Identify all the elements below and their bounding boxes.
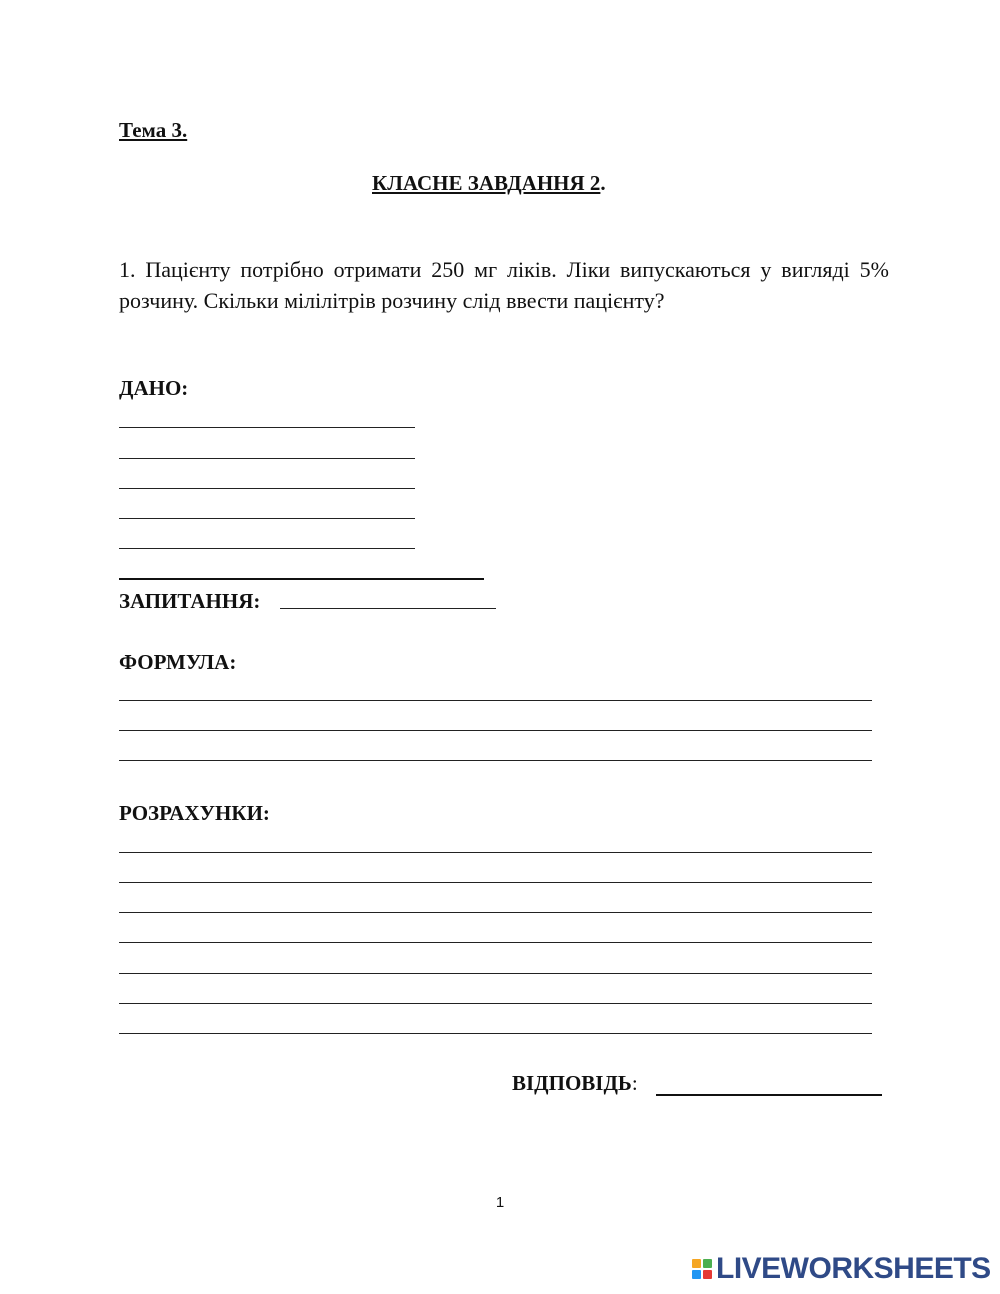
title-text: КЛАСНЕ ЗАВДАННЯ 2 — [372, 171, 601, 195]
calculations-blank-1[interactable] — [119, 852, 872, 853]
page-number: 1 — [495, 1194, 505, 1211]
brand-icon — [692, 1259, 712, 1279]
calculations-label: РОЗРАХУНКИ: — [119, 801, 270, 825]
given-blank-5[interactable] — [119, 548, 415, 549]
calculations-blank-5[interactable] — [119, 973, 872, 974]
formula-blank-2[interactable] — [119, 730, 872, 731]
answer-label — [512, 1071, 638, 1096]
brand-text: LIVEWORKSHEETS — [716, 1252, 991, 1285]
answer-colon: : — [631, 1071, 638, 1095]
given-blank-3[interactable] — [119, 488, 415, 489]
answer-label-text: ВІДПОВІДЬ — [512, 1071, 632, 1095]
calculations-blank-2[interactable] — [119, 882, 872, 883]
page-title — [372, 171, 606, 196]
calculations-blank-6[interactable] — [119, 1003, 872, 1004]
calculations-blank-4[interactable] — [119, 942, 872, 943]
given-separator — [119, 578, 484, 580]
formula-blank-3[interactable] — [119, 760, 872, 761]
given-blank-2[interactable] — [119, 458, 415, 459]
given-blank-1[interactable] — [119, 427, 415, 428]
liveworksheets-logo — [692, 1252, 991, 1286]
answer-blank[interactable] — [656, 1094, 882, 1096]
formula-label: ФОРМУЛА: — [119, 650, 237, 674]
question-blank[interactable] — [280, 608, 496, 609]
calculations-blank-3[interactable] — [119, 912, 872, 913]
given-label: ДАНО: — [119, 376, 189, 400]
question-label: ЗАПИТАННЯ: — [119, 589, 261, 613]
given-blank-4[interactable] — [119, 518, 415, 519]
task-text: 1. Пацієнту потрібно отримати 250 мг ліків. Ліки випускаються у вигляді 5% розчину. Скільки мілілітрів розчину слід ввести пацієнту? — [119, 257, 889, 313]
calculations-blank-7[interactable] — [119, 1033, 872, 1034]
topic-heading: Тема 3. — [119, 118, 188, 142]
formula-blank-1[interactable] — [119, 700, 872, 701]
title-dot: . — [600, 171, 606, 195]
